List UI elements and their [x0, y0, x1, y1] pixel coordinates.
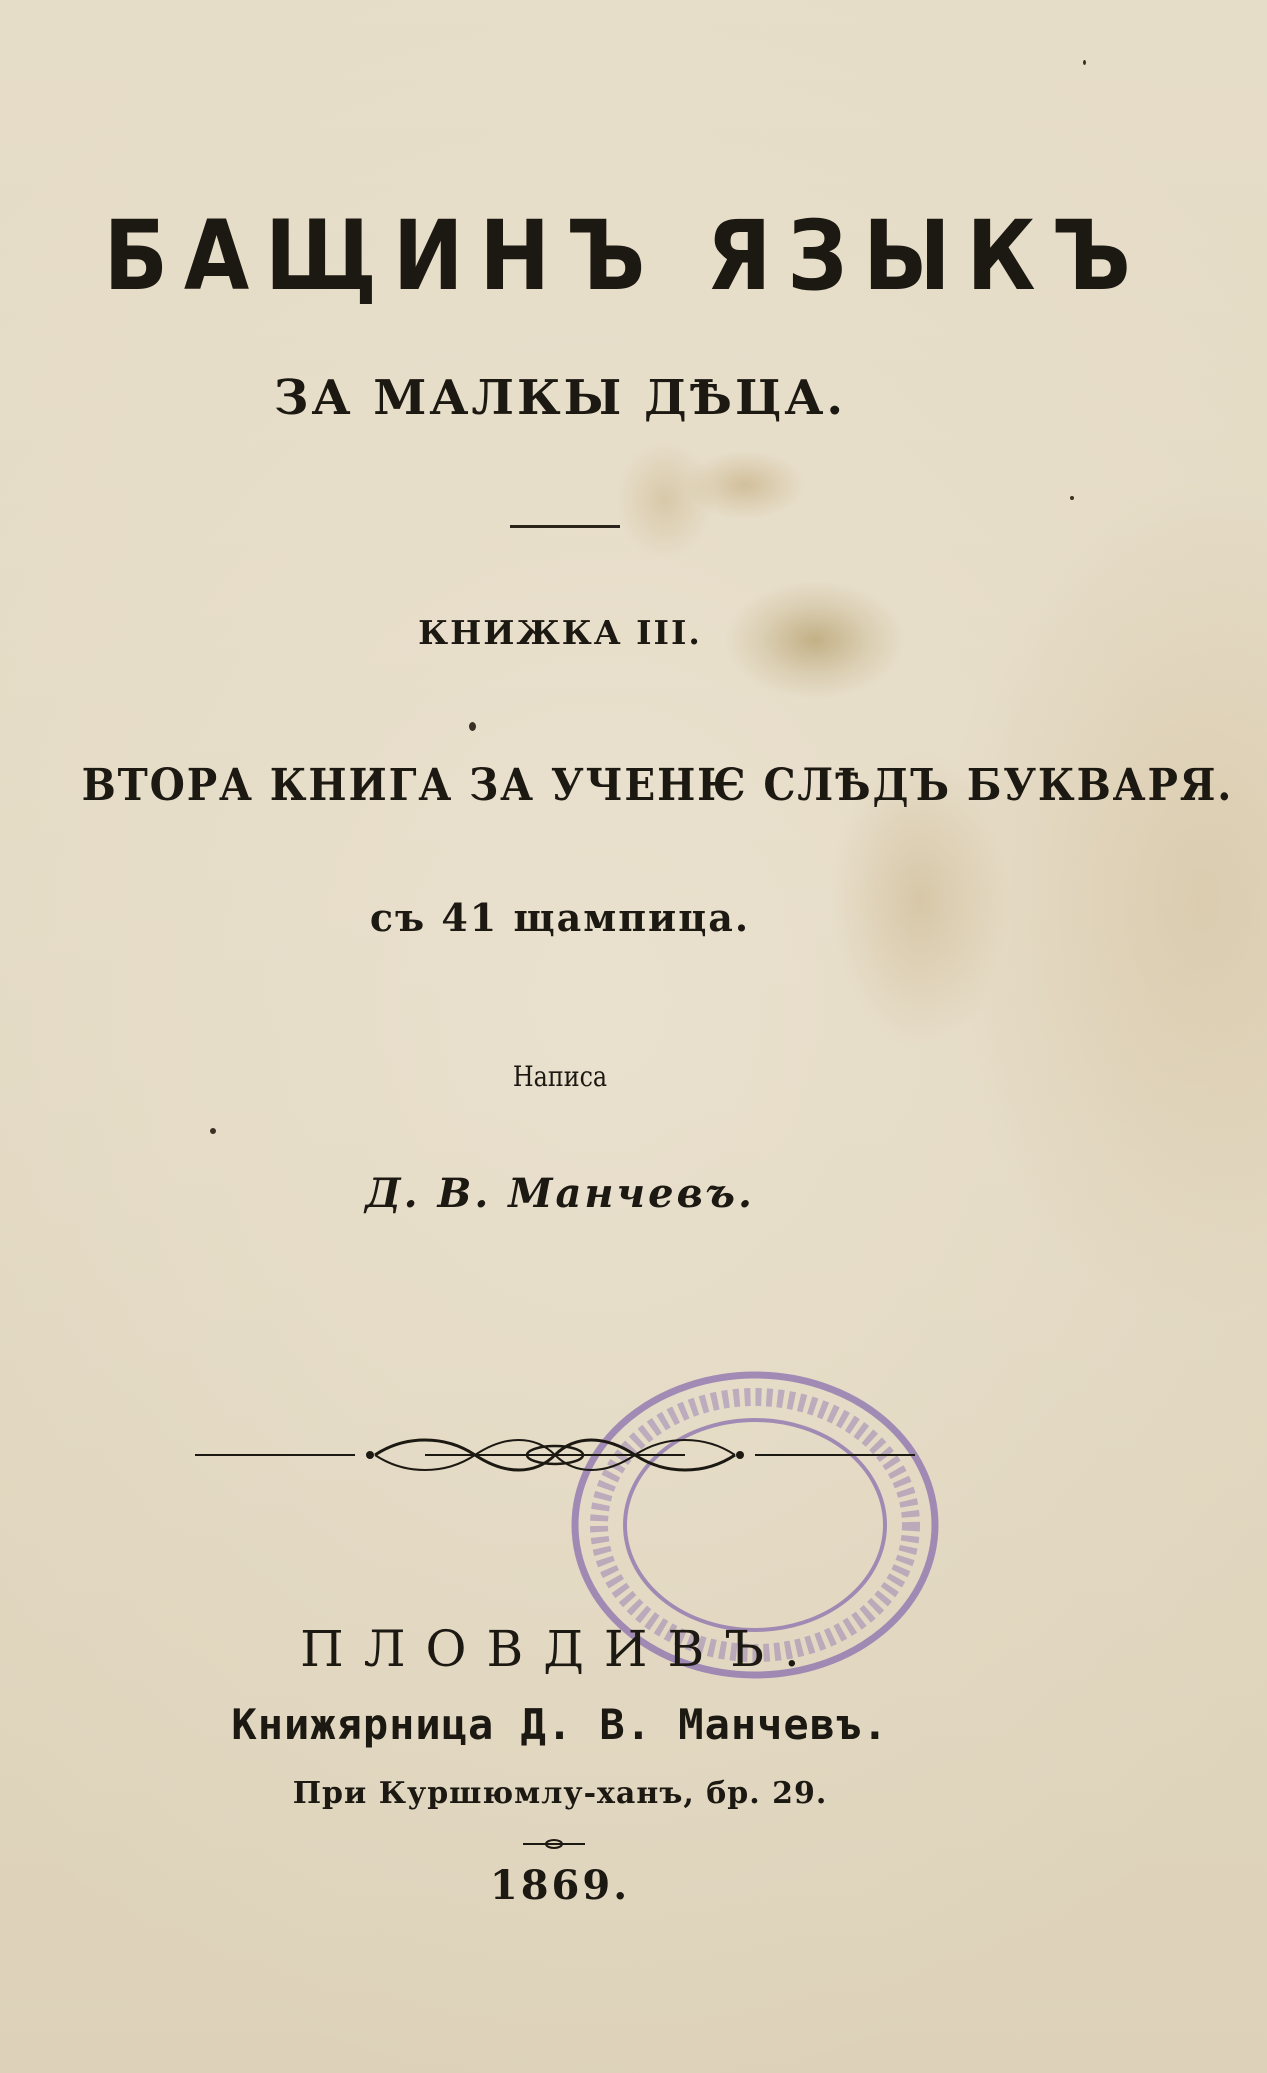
book-title: БАЩИНЪ ЯЗЫКЪ [103, 200, 1147, 312]
ink-speck [210, 1128, 216, 1134]
publisher-address: При Куршюмлу-ханъ, бр. 29. [292, 1776, 828, 1811]
book-number: КНИЖКА III. [418, 613, 702, 652]
small-dash-ornament [523, 1838, 585, 1850]
wrote-label: Написа [512, 1060, 608, 1093]
ink-speck [1083, 60, 1086, 65]
divider-rule [510, 525, 620, 528]
publication-year: 1869. [489, 1862, 631, 1909]
ornamental-divider [195, 1425, 915, 1485]
ink-speck [1070, 496, 1074, 500]
publication-city: ПЛОВДИВЪ. [300, 1620, 820, 1678]
book-description: ВТОРА КНИГА ЗА УЧЕНѤ СЛѢДЪ БУКВАРЯ. [81, 760, 1234, 811]
author-name: Д. В. Манчевъ. [365, 1170, 755, 1217]
publisher-bookstore: Книжярница Д. В. Манчевъ. [231, 1700, 889, 1749]
book-subtitle: ЗА МАЛКЫ ДѢЦА. [273, 370, 847, 426]
ink-speck [469, 722, 476, 731]
illustrations-count: съ 41 щампица. [369, 895, 751, 940]
